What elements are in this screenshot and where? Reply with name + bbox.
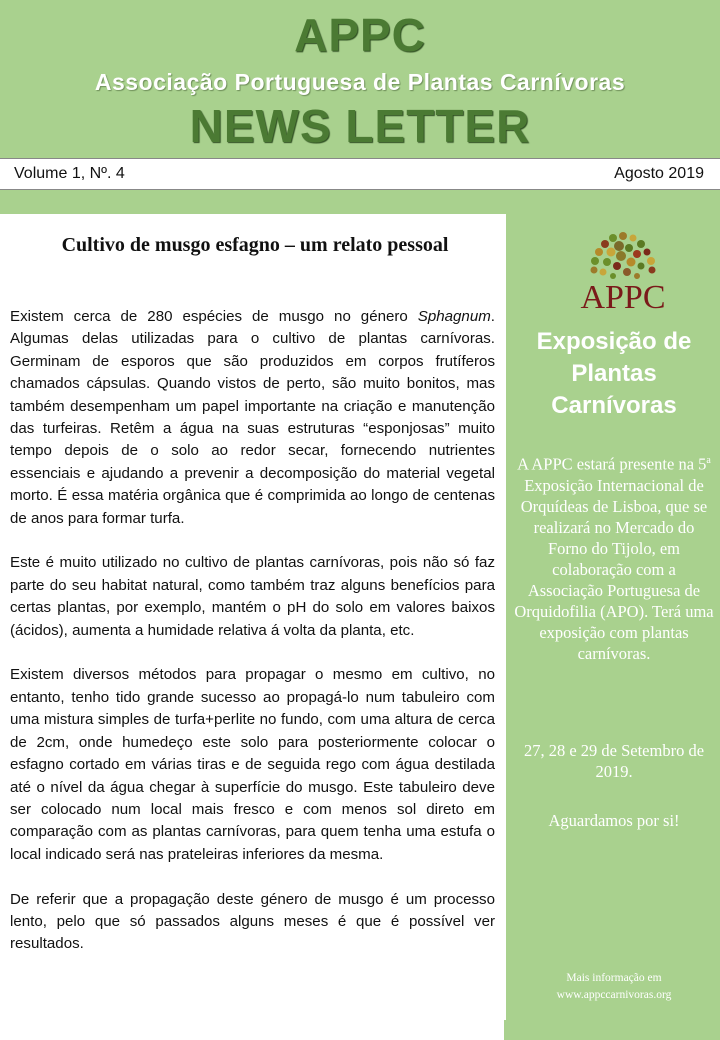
separator-band	[0, 190, 720, 214]
event-sidebar	[504, 214, 720, 1020]
issue-date: Agosto 2019	[614, 165, 704, 182]
article-column	[0, 214, 504, 1040]
website-link[interactable]: www.appccarnivoras.org	[556, 989, 672, 1001]
more-info	[514, 970, 714, 1004]
appc-logo-icon	[561, 224, 681, 324]
article-paragraph-4: De referir que a propagação deste género de musgo é um processo lento, pelo que só passados alguns meses é que é possível ver resultados.	[10, 890, 495, 953]
masthead-acronym: APPC	[294, 9, 426, 61]
event-ordinal-suffix: a	[706, 455, 711, 466]
svg-text:APPC: APPC	[580, 279, 666, 316]
event-dates: 27, 28 e 29 de Setembro de 2019.	[523, 741, 705, 781]
article-body	[10, 306, 495, 978]
issue-volume: Volume 1, Nº. 4	[14, 165, 125, 182]
article-paragraph-1-start: Existem cerca de 280 espécies de musgo no género	[10, 308, 418, 325]
event-description-start: A APPC estará presente na 5	[517, 454, 707, 474]
issue-bar	[0, 158, 720, 190]
masthead	[0, 0, 720, 158]
article-paragraph-2: Este é muito utilizado no cultivo de plantas carnívoras, pois não só faz parte do seu habitat natural, como também traz alguns benefícios para certas plantas, por exemplo, mantém o pH do solo em valores baixos (ácidos), aumenta a humidade relativa á volta da planta, etc.	[10, 554, 495, 639]
appc-logo	[561, 224, 681, 324]
more-info-label: Mais informação em	[566, 972, 662, 984]
article-title: Cultivo de musgo esfagno – um relato pessoal	[61, 234, 449, 256]
article-paragraph-1	[10, 306, 495, 530]
article-genus-name: Sphagnum	[417, 308, 491, 325]
masthead-association-name: Associação Portuguesa de Plantas Carnívoras	[94, 69, 626, 95]
event-description	[514, 450, 714, 664]
article-paragraph-3: Existem diversos métodos para propagar o mesmo em cultivo, no entanto, tenho tido grande sucesso ao propagá-lo num tabuleiro com uma mistura simples de turfa+perlite no fundo, com uma altura de cerca de 2cm, onde humedeço este solo para posteriormente colocar o esfagno cortado em várias tiras e de seguida rego com água destilada até o nível da água chegar à superfície do musgo. Este tabuleiro deve ser colocado num local mais fresco e com menos sol direto em comparação com as plantas carnívoras, para quem tenha uma estufa o local indicado será nas prateleiras inferiores da mesma.	[10, 666, 495, 863]
event-description-rest: Exposição Internacional de Orquídeas de Lisboa, que se realizará no Mercado do Forno do Tijolo, em colaboração com a Associação Portuguesa de Orquidofilia (APO). Terá uma exposição com plantas carnívoras.	[514, 475, 714, 663]
article-paragraph-1-rest: . Algumas delas utilizadas para o cultivo de plantas carnívoras. Germinam de esporos que são produzidos em corpos frutíferos chamados cápsulas. Quando vistos de perto, são muito bonitos, mas também desempenham um papel importante na criação e manutenção das turfeiras. Retêm a água na suas estruturas “esponjosas” muito tempo depois de o solo ao redor secar, fornecendo nutrientes essenciais e ajudando a prevenir a decomposição do material vegetal morto. É essa matéria orgânica que é comprimida ao longo de centenas de anos para formar turfa.	[10, 308, 495, 527]
masthead-newsletter-title: NEWS LETTER	[189, 100, 531, 152]
event-title: Exposição de Plantas Carnívoras	[536, 328, 692, 419]
event-closing: Aguardamos por si!	[548, 811, 680, 830]
